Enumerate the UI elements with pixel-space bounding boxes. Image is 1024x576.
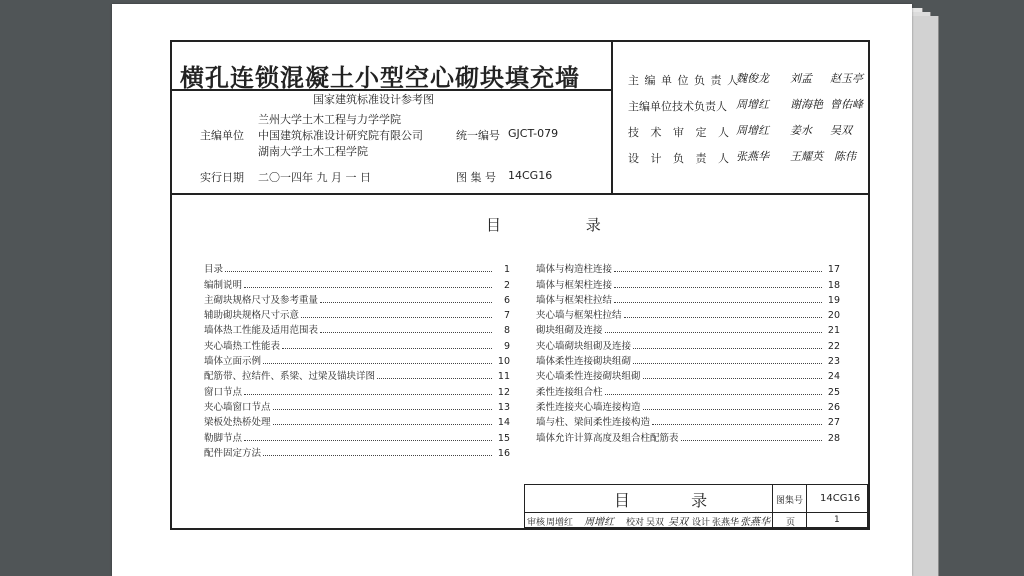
toc-item-label: 主砌块规格尺寸及参考重量 [204,294,319,306]
toc-item-page: 8 [503,325,510,337]
toc-item[interactable] [536,367,840,382]
toc-item[interactable] [536,260,840,275]
signature: 张燕华 [736,150,769,163]
role-2: 主编单位技术负责人 [628,100,727,113]
toc-item[interactable] [536,413,840,428]
leader-dots [273,409,492,410]
leader-dots [263,363,492,364]
toc-item[interactable] [204,382,510,397]
page-number: 1 [834,515,840,525]
toc-item[interactable] [204,306,510,321]
toc-item[interactable] [204,398,510,413]
leader-dots [273,424,492,425]
signature: 曾佑峰 [830,98,863,111]
editor-2: 中国建筑标准设计研究院有限公司 [258,129,423,142]
leader-dots [624,317,822,318]
toc-item-page: 19 [827,294,840,306]
toc-item[interactable] [204,336,510,351]
toc-item-page: 21 [827,325,840,337]
toc-item-page: 16 [497,447,510,459]
leader-dots [643,378,822,379]
page-label: 页 [786,518,796,528]
toc-item[interactable] [204,444,510,459]
toc-item[interactable] [204,352,510,367]
toc-item[interactable] [204,413,510,428]
toc-item[interactable] [204,367,510,382]
leader-dots [225,271,492,272]
toc-item-label: 勒脚节点 [204,432,243,444]
title-block-atlas-label: 图集号 [776,496,804,506]
toc-item-page: 20 [827,310,840,322]
title-block-divider [524,512,868,513]
toc-item-label: 夹心墙柔性连接砌块组砌 [536,371,641,383]
toc-item-label: 墙体允许计算高度及组合柱配筋表 [536,432,679,444]
toc-item-page: 15 [497,432,510,444]
checker-name: 吴双 [646,518,665,528]
toc-item-page: 28 [827,432,840,444]
toc-item-page: 2 [503,279,510,291]
leader-dots [282,348,492,349]
signature: 周增红 [736,124,769,137]
toc-item-label: 墙与柱、梁间柔性连接构造 [536,417,651,429]
toc-item[interactable] [536,398,840,413]
leader-dots [652,424,822,425]
date-label: 实行日期 [200,171,244,184]
page-title: 横孔连锁混凝土小型空心砌块填充墙 [180,64,580,92]
role-1: 主 编 单 位 负 责 人 [628,74,739,87]
atlas-label: 图 集 号 [456,171,496,184]
editor-3: 湖南大学土木工程学院 [258,145,368,158]
toc-item-label: 墙体与框架柱连接 [536,279,613,291]
toc-item-page: 11 [497,371,510,383]
signature: 王耀英 [790,150,823,163]
toc-item[interactable] [536,336,840,351]
title-block-vline [806,484,807,528]
toc-item-page: 25 [827,386,840,398]
check-label: 校对 [626,518,645,528]
toc-item-page: 7 [503,310,510,322]
header-divider [170,193,870,195]
toc-item-label: 墙体柔性连接砌块组砌 [536,356,632,368]
toc-item-page: 23 [827,356,840,368]
toc-item[interactable] [204,275,510,290]
role-4: 设 计 负 责 人 [628,152,733,165]
toc-item-page: 9 [503,340,510,352]
editor-label: 主编单位 [200,129,244,142]
title-block-vline [772,484,773,528]
toc-item-label: 梁板处热桥处理 [204,417,271,429]
leader-dots [301,317,492,318]
toc-item-page: 10 [497,356,510,368]
toc-item[interactable] [536,428,840,443]
editor-1: 兰州大学土木工程与力学学院 [258,113,401,126]
toc-item-label: 墙体热工性能及适用范围表 [204,325,319,337]
toc-item-label: 编制说明 [204,279,243,291]
reviewer-signature: 周增红 [584,517,614,528]
toc-item-page: 24 [827,371,840,383]
leader-dots [320,302,492,303]
signature: 谢海艳 [790,98,823,111]
review-label: 审核 [527,518,546,528]
leader-dots [605,394,822,395]
toc-item[interactable] [204,321,510,336]
date-value: 二〇一四年 九 月 一 日 [258,171,371,184]
role-3: 技 术 审 定 人 [628,126,733,139]
toc-item[interactable] [204,428,510,443]
design-label: 设计 [692,518,711,528]
toc-item-label: 配件固定方法 [204,447,262,459]
signature: 刘孟 [790,72,812,85]
signature: 姜水 [790,124,812,137]
toc-item-label: 辅助砌块规格尺寸示意 [204,310,300,322]
code-value: GJCT-079 [508,127,559,140]
toc-item-page: 22 [827,340,840,352]
leader-dots [244,394,492,395]
toc-item-label: 夹心墙窗口节点 [204,401,271,413]
toc-item[interactable] [204,260,510,275]
toc-item-page: 14 [497,417,510,429]
toc-item-page: 6 [503,294,510,306]
toc-item[interactable] [536,352,840,367]
leader-dots [244,440,492,441]
header-vertical-divider [611,40,613,194]
toc-left-column [204,260,510,459]
toc-item-label: 柔性连接夹心墙连接构造 [536,401,641,413]
leader-dots [633,363,822,364]
toc-item-label: 墙体与构造柱连接 [536,264,613,276]
toc-item-label: 墙体立面示例 [204,356,262,368]
subtitle: 国家建筑标准设计参考图 [313,93,434,106]
toc-item[interactable] [536,382,840,397]
checker-signature: 吴双 [668,517,688,528]
toc-item-label: 配筋带、拉结件、系梁、过梁及锚块详图 [204,371,376,383]
toc-item-label: 夹心墙热工性能表 [204,340,281,352]
designer-name: 张燕华 [712,518,740,528]
toc-item-label: 目录 [204,264,224,276]
leader-dots [605,332,822,333]
signature: 吴双 [830,124,852,137]
title-block-title: 目 录 [614,491,736,510]
leader-dots [633,348,822,349]
toc-item-label: 窗口节点 [204,386,243,398]
leader-dots [377,378,492,379]
toc-item-label: 墙体与框架柱拉结 [536,294,613,306]
designer-signature: 张燕华 [740,517,770,528]
signature: 魏俊龙 [736,72,769,85]
reviewer-name: 周增红 [546,518,574,528]
leader-dots [320,332,492,333]
signature: 赵玉亭 [830,72,863,85]
toc-item-page: 12 [497,386,510,398]
toc-item-page: 17 [827,264,840,276]
toc-item[interactable] [204,291,510,306]
toc-item-label: 夹心墙砌块组砌及连接 [536,340,632,352]
toc-item-page: 26 [827,401,840,413]
toc-item[interactable] [536,321,840,336]
toc-item-label: 柔性连接组合柱 [536,386,603,398]
signature: 陈伟 [834,150,856,163]
toc-item[interactable] [536,291,840,306]
toc-right-column [536,260,840,444]
toc-item-page: 18 [827,279,840,291]
toc-item-page: 13 [497,401,510,413]
toc-heading: 目 录 [486,216,641,234]
leader-dots [681,440,822,441]
leader-dots [614,302,822,303]
title-block-atlas: 14CG16 [820,493,861,504]
toc-item[interactable] [536,275,840,290]
toc-item-label: 夹心墙与框架柱拉结 [536,310,622,322]
toc-item-page: 1 [503,264,510,276]
leader-dots [643,409,822,410]
toc-item-label: 砌块组砌及连接 [536,325,603,337]
code-label: 统一编号 [456,129,500,142]
leader-dots [244,287,492,288]
leader-dots [614,287,822,288]
toc-item[interactable] [536,306,840,321]
leader-dots [614,271,822,272]
leader-dots [263,455,492,456]
toc-item-page: 27 [827,417,840,429]
signature: 周增红 [736,98,769,111]
atlas-value: 14CG16 [508,169,553,182]
